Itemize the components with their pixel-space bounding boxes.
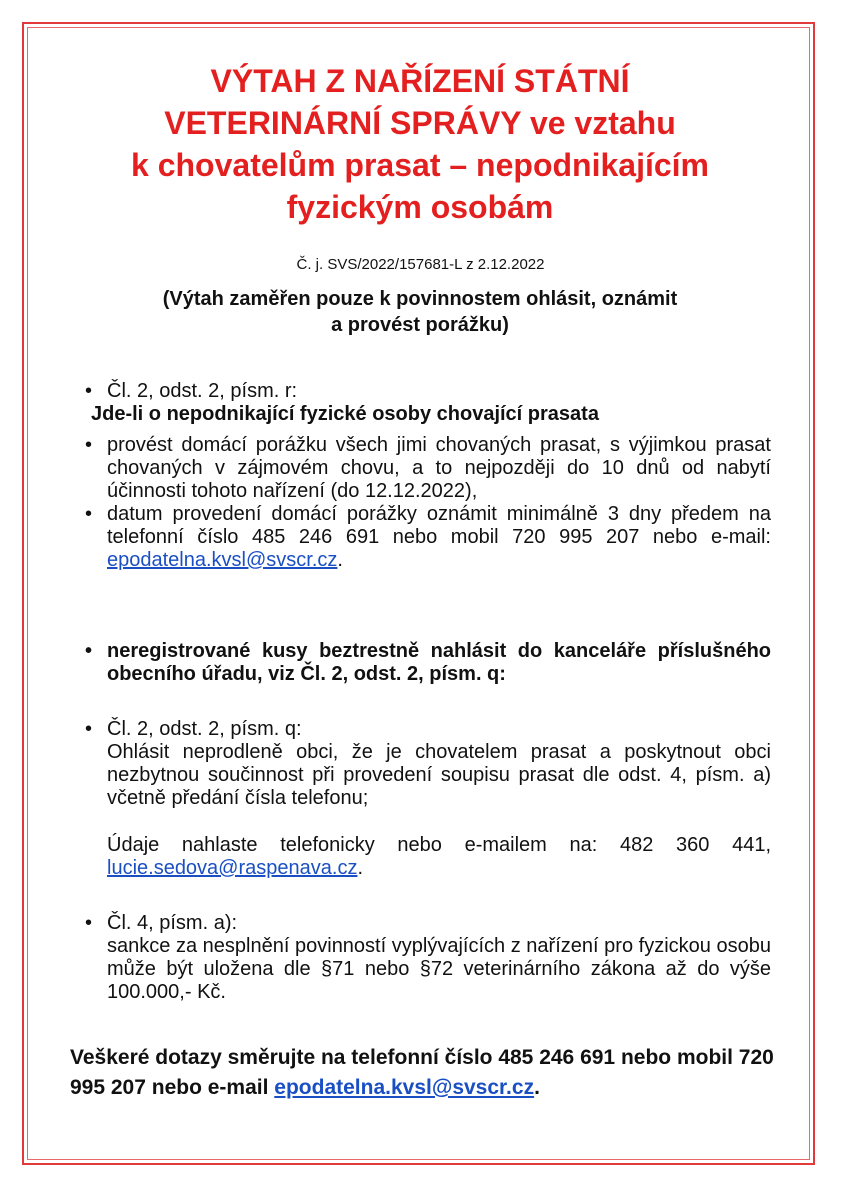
list-item: [85, 718, 771, 741]
title-line: fyzickým osobám: [286, 189, 554, 225]
list-item: [85, 640, 771, 686]
item-end: .: [337, 549, 343, 571]
final-note: [70, 1043, 780, 1103]
item-text: neregistrované kusy beztrestně nahlásit do kanceláře příslušného obecního úřadu, viz Čl. 2, odst. 2, písm. q:: [107, 640, 771, 685]
section-text: Ohlásit neprodleně obci, že je chovatelem prasat a poskytnout obci nezbytnou součinnost při provedení soupisu prasat dle odst. 4, písm. a) včetně předání čísla telefonu;: [107, 741, 771, 809]
bullet-icon: •: [85, 503, 93, 525]
section-heading: Čl. 2, odst. 2, písm. q:: [107, 718, 302, 740]
list-item: [85, 434, 771, 503]
section-heading: Čl. 2, odst. 2, písm. r:: [107, 380, 298, 402]
list-item: [85, 912, 771, 935]
title-line: VETERINÁRNÍ SPRÁVY ve vztahu: [164, 105, 676, 141]
title-line: k chovatelům prasat – nepodnikajícím: [131, 147, 709, 183]
bullet-icon: •: [85, 380, 93, 402]
section-cl4-a: [85, 912, 771, 1004]
section-text: sankce za nesplnění povinností vyplývajících z nařízení pro fyzickou osobu může být uložena dle §71 nebo §72 veterinárního zákona až do výše 100.000,- Kč.: [107, 935, 771, 1003]
contact-line: [85, 834, 771, 880]
list-item: [85, 380, 771, 403]
list-item: [85, 503, 771, 572]
bullet-icon: •: [85, 718, 93, 740]
contact-text: Údaje nahlaste telefonicky nebo e-mailem na: 482 360 441,: [107, 834, 771, 856]
title-line: VÝTAH Z NAŘÍZENÍ STÁTNÍ: [210, 63, 630, 99]
final-end: .: [534, 1076, 540, 1099]
email-link[interactable]: epodatelna.kvsl@svscr.cz: [107, 549, 338, 571]
subtitle-line: a provést porážku): [331, 314, 509, 336]
email-link[interactable]: lucie.sedova@raspenava.cz: [107, 857, 358, 879]
subtitle-line: (Výtah zaměřen pouze k povinnostem ohlásit, oznámit: [162, 288, 678, 310]
email-link[interactable]: epodatelna.kvsl@svscr.cz: [274, 1076, 535, 1099]
contact-end: .: [357, 857, 364, 879]
subtitle: [100, 286, 740, 338]
section-cl2-r: [85, 380, 771, 572]
final-text: Veškeré dotazy směrujte na telefonní číslo 485 246 691 nebo mobil 720 995 207 nebo e-mail: [70, 1046, 774, 1099]
section-cl2-q: [85, 718, 771, 880]
section-unregistered: [85, 640, 771, 686]
document-title: [60, 60, 780, 228]
bullet-icon: •: [85, 912, 93, 934]
item-text: datum provedení domácí porážky oznámit minimálně 3 dny předem na telefonní číslo 485 246 691 nebo mobil 720 995 207 nebo e-mail:: [107, 503, 771, 548]
reference-number: Č. j. SVS/2022/157681-L z 2.12.2022: [296, 256, 545, 273]
item-text: provést domácí porážku všech jimi chovaných prasat, s výjimkou prasat chovaných v zájmovém chovu, a to nejpozději do 10 dnů od nabytí účinnosti tohoto nařízení (do 12.12.2022),: [107, 434, 771, 502]
bullet-icon: •: [85, 434, 93, 456]
section-heading: Čl. 4, písm. a):: [107, 912, 238, 934]
bullet-icon: •: [85, 640, 93, 662]
section-bold-line: Jde-li o nepodnikající fyzické osoby chovající prasata: [91, 403, 599, 425]
